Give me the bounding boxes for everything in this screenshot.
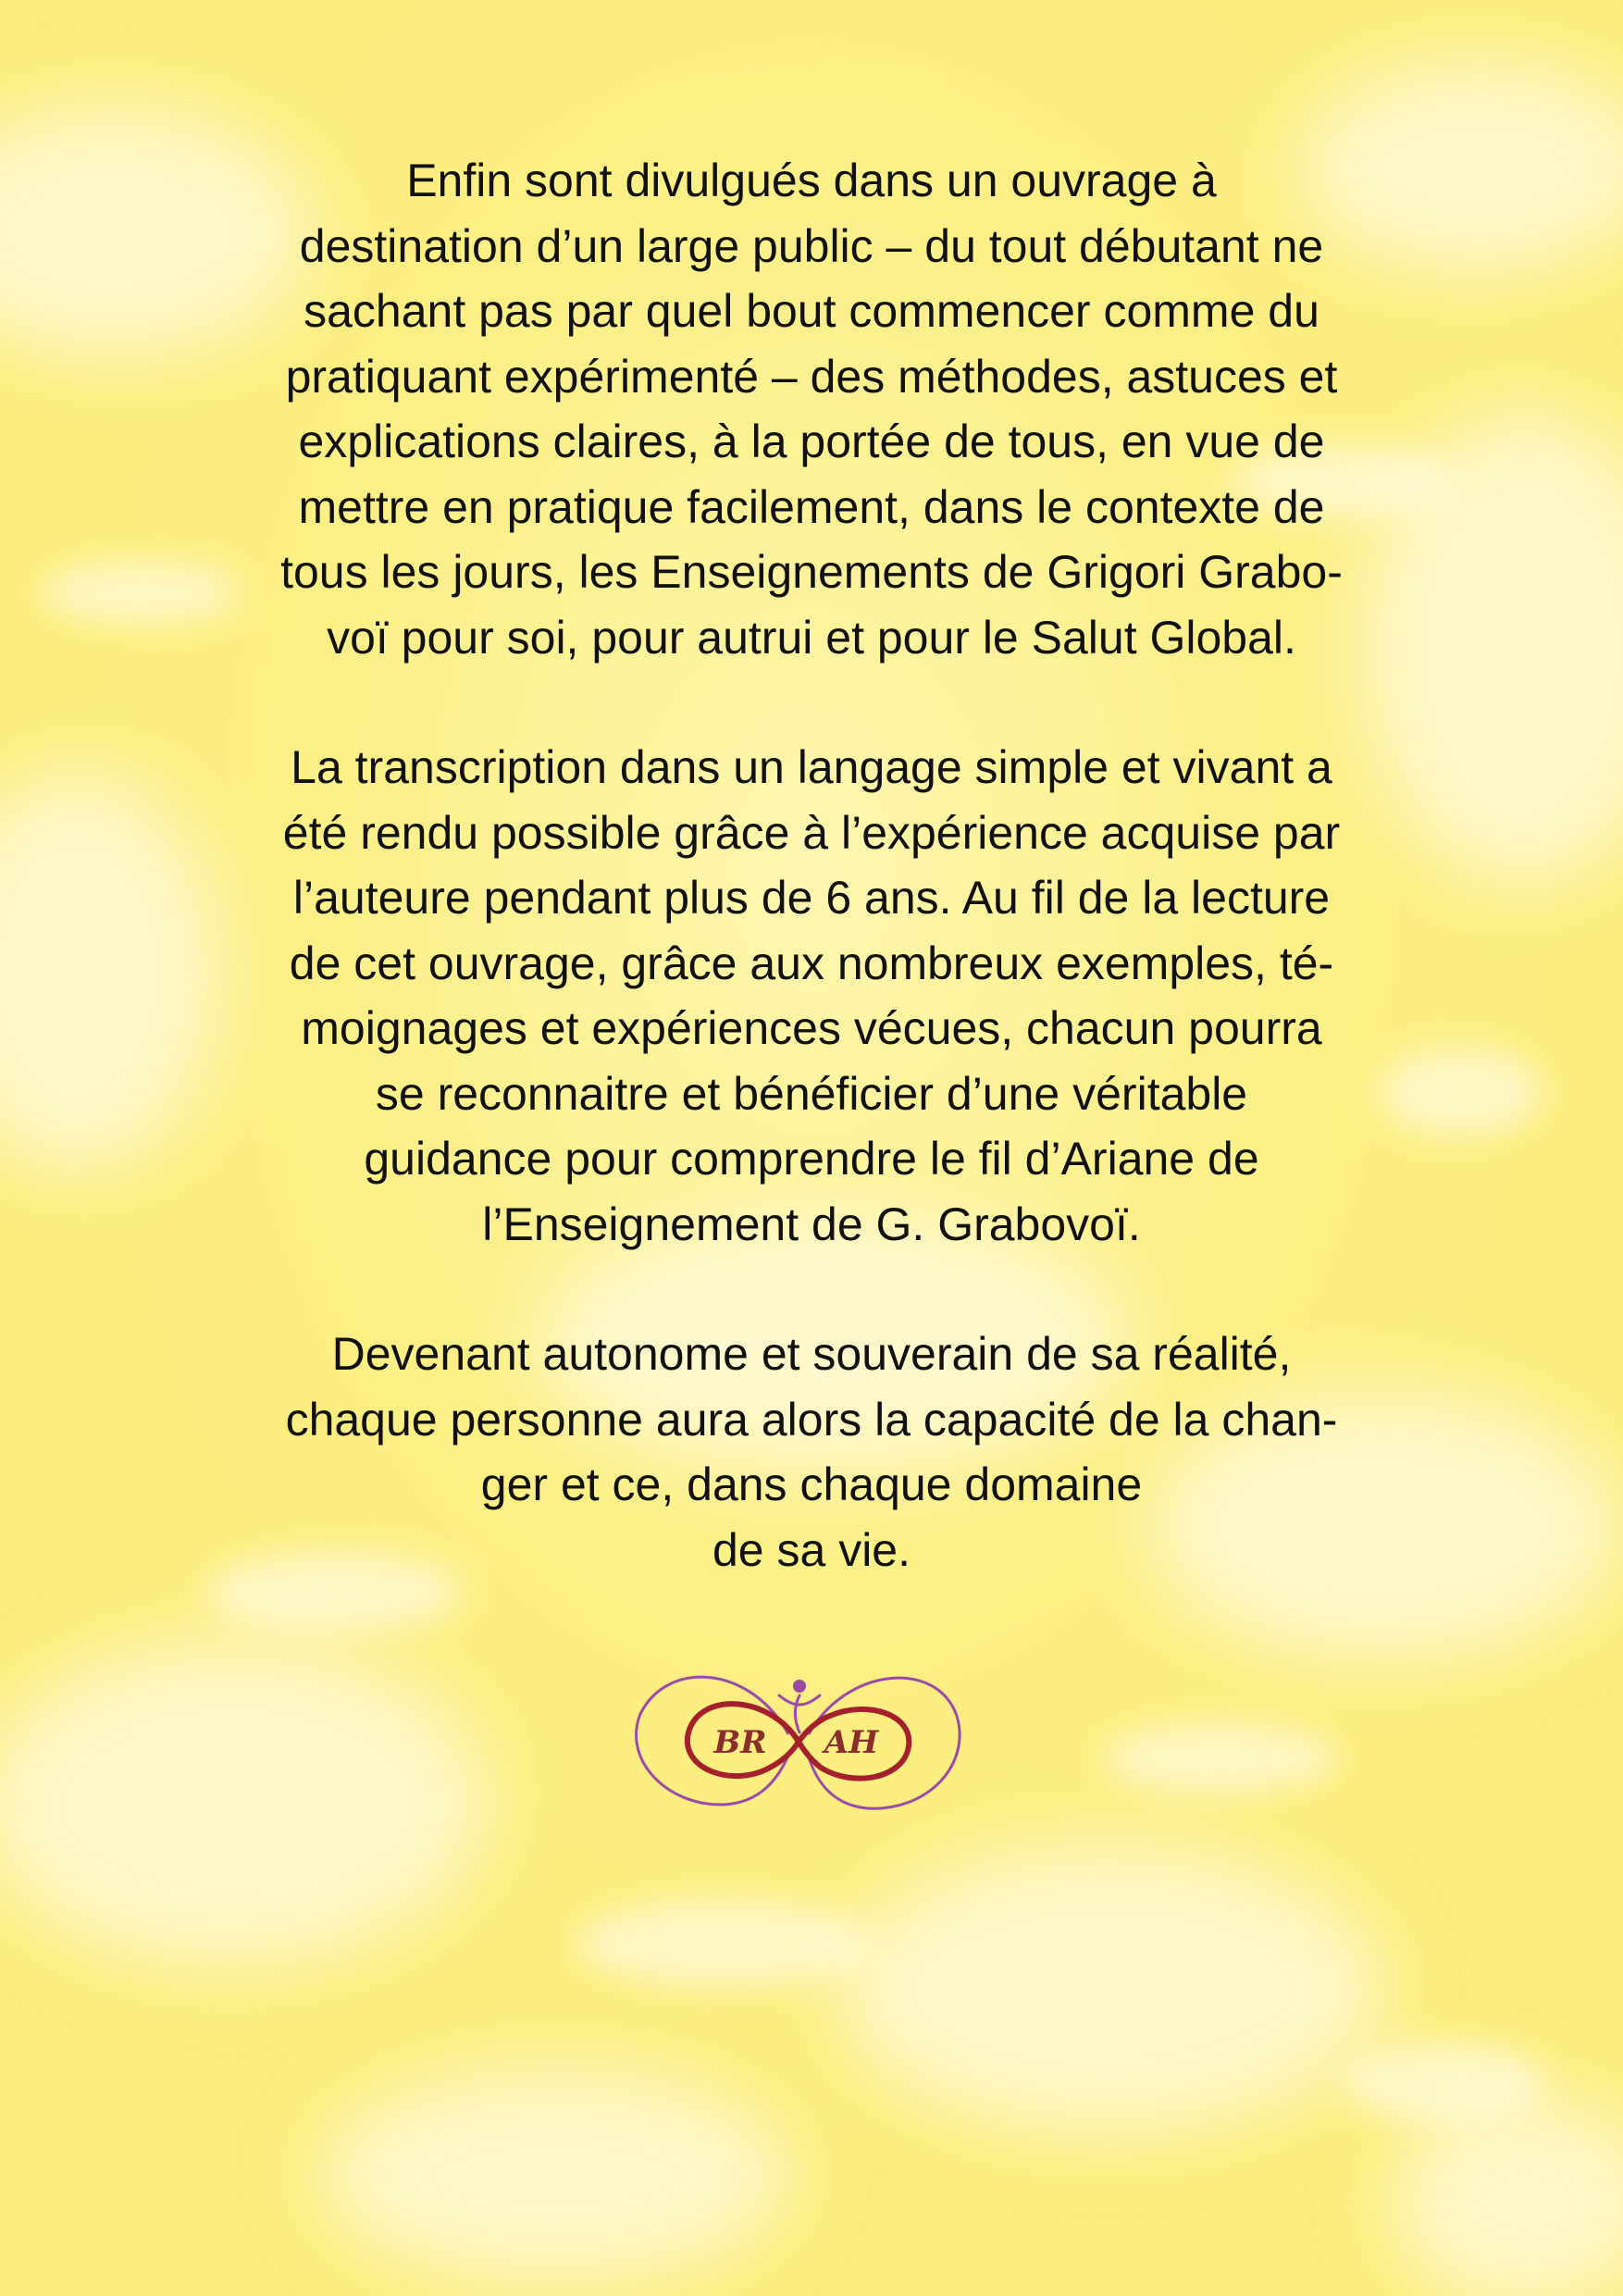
paragraph-intro — [176, 148, 1447, 670]
text-line: moignages et expériences vécues, chacun pourra — [301, 1002, 1322, 1054]
text-line: ger et ce, dans chaque domaine — [480, 1458, 1143, 1510]
text-line: voï pour soi, pour autrui et pour le Salut Global. — [327, 611, 1296, 664]
text-line: l’auteure pendant plus de 6 ans. Au fil de la lecture — [292, 872, 1331, 924]
paragraph-gap — [176, 1257, 1447, 1322]
text-line: mettre en pratique facilement, dans le contexte de — [298, 480, 1325, 533]
text-line: se reconnaitre et bénéficier d’une véritable — [375, 1067, 1248, 1120]
text-line: de cet ouvrage, grâce aux nombreux exemples, té- — [289, 937, 1334, 989]
text-line: explications claires, à la portée de tous, en vue de — [298, 416, 1325, 467]
logo-letters-right: AH — [824, 1724, 879, 1761]
text-line: pratiquant expérimenté – des méthodes, astuces et — [285, 350, 1338, 403]
logo-dot — [793, 1680, 806, 1693]
text-line: Enfin sont divulgués dans un ouvrage à — [406, 155, 1217, 206]
text-line: Devenant autonome et souverain de sa réalité, — [331, 1328, 1292, 1380]
text-line: La transcription dans un langage simple et vivant a — [291, 741, 1332, 793]
text-line: guidance pour comprendre le fil d’Ariane de — [364, 1133, 1259, 1185]
text-line: destination d’un large public – du tout débutant ne — [299, 219, 1324, 272]
paragraph-gap — [176, 670, 1447, 735]
text-line: de sa vie. — [712, 1523, 911, 1576]
paragraph-transcription — [176, 735, 1447, 1257]
paragraph-autonomy — [176, 1322, 1447, 1582]
text-line: été rendu possible grâce à l’expérience acquise par — [282, 806, 1341, 859]
text-line: chaque personne aura alors la capacité de la chan- — [285, 1393, 1338, 1446]
brah-infinity-logo — [631, 1649, 966, 1821]
back-cover-text — [176, 148, 1447, 1582]
text-line: sachant pas par quel bout commencer comme du — [304, 285, 1319, 337]
text-line: tous les jours, les Enseignements de Grigori Grabo- — [280, 546, 1343, 598]
text-line: l’Enseignement de G. Grabovoï. — [482, 1198, 1141, 1250]
logo-letters-left: BR — [713, 1724, 767, 1761]
